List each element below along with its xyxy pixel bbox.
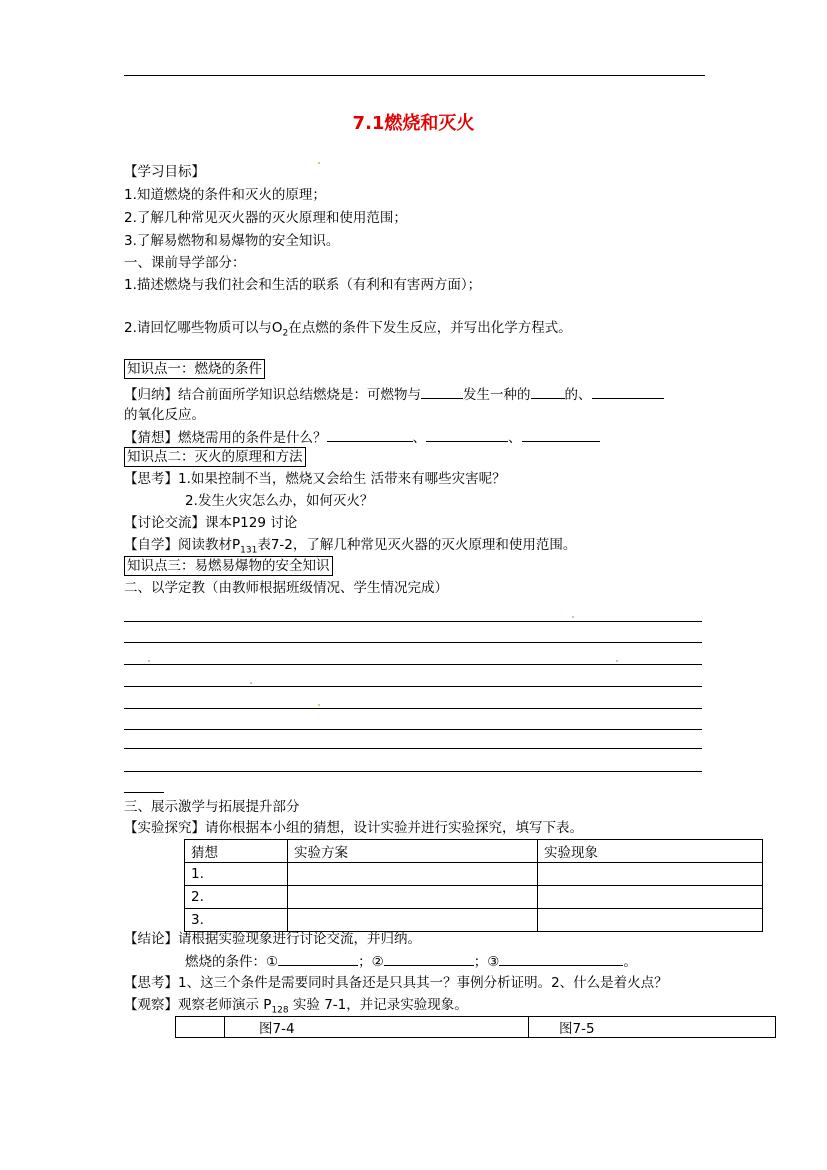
scan-speck (616, 660, 618, 662)
think-line: 2.发生火灾怎么办，如何灭火？ (185, 493, 374, 509)
table-cell[interactable] (288, 863, 538, 886)
observe-text: 【观察】观察老师演示 P (124, 997, 272, 1013)
blank-field[interactable] (327, 427, 413, 442)
conditions-text: 燃烧的条件：① (185, 954, 279, 970)
table-row (176, 1017, 776, 1038)
knowledge-point-box: 知识点二：灭火的原理和方法 (124, 447, 306, 467)
experiment-table (184, 839, 763, 932)
conditions-text: ；② (358, 954, 384, 970)
observe-text: 实验 7-1，并记录实验现象。 (288, 997, 468, 1013)
knowledge-point-2 (124, 447, 306, 467)
knowledge-point-1 (124, 359, 265, 379)
writing-line[interactable] (124, 686, 702, 687)
header-rule (124, 75, 705, 76)
blank-field[interactable] (384, 951, 474, 966)
writing-line[interactable] (124, 642, 702, 643)
writing-line[interactable] (124, 729, 702, 730)
separator: 、 (412, 430, 426, 446)
table-cell[interactable] (538, 909, 763, 932)
conclusion-line: 【结论】请根据实验现象进行讨论交流，并归纳。 (124, 931, 421, 947)
writing-line[interactable] (124, 664, 702, 665)
goal-item: 2.了解几种常见灭火器的灭火原理和使用范围； (124, 210, 407, 226)
goal-item: 3.了解易燃物和易爆物的安全知识。 (124, 233, 340, 249)
table-cell[interactable] (288, 886, 538, 909)
writing-line[interactable] (124, 771, 702, 772)
knowledge-point-box: 知识点一：燃烧的条件 (124, 359, 265, 379)
table-cell[interactable] (176, 1017, 225, 1038)
part3-heading: 三、展示激学与拓展提升部分 (124, 799, 300, 815)
blank-field[interactable] (592, 384, 664, 399)
conditions-text: ；③ (473, 954, 500, 970)
separator: 、 (508, 430, 522, 446)
experiment-line: 【实验探究】请你根据本小组的猜想，设计实验并进行实验探究，填写下表。 (124, 820, 583, 836)
table-row (185, 886, 763, 909)
row-label: 2. (185, 886, 288, 909)
think-line: 【思考】1.如果控制不当，燃烧又会给生 活带来有哪些灾害呢？ (124, 471, 506, 487)
part2-heading: 二、以学定教（由教师根据班级情况、学生情况完成） (124, 580, 448, 596)
blank-field[interactable] (522, 427, 600, 442)
page-title: 7.1燃烧和灭火 (352, 113, 475, 134)
q2-subscript: 2 (282, 328, 289, 339)
scan-speck (318, 162, 320, 164)
blank-field[interactable] (531, 384, 565, 399)
scan-speck (318, 704, 320, 706)
guess-line (124, 427, 600, 448)
figure-label: 图7-5 (529, 1017, 776, 1038)
figure-label: 图7-4 (225, 1017, 529, 1038)
page-subscript: 128 (271, 1005, 289, 1016)
summary-text: 的、 (564, 387, 592, 403)
blank-field[interactable] (278, 951, 358, 966)
table-header: 实验现象 (538, 840, 763, 863)
conditions-line (185, 951, 637, 972)
knowledge-point-3 (124, 556, 333, 576)
table-row (185, 863, 763, 886)
table-header: 实验方案 (288, 840, 538, 863)
summary-text: 【归纳】结合前面所学知识总结燃烧是：可燃物与 (124, 387, 421, 403)
self-study-text: 表7-2，了解几种常见灭火器的灭火原理和使用范围。 (257, 537, 577, 553)
conditions-text: 。 (623, 954, 637, 970)
scan-speck (572, 616, 574, 618)
summary-line (124, 384, 664, 405)
table-header-row (185, 840, 763, 863)
guess-text: 【猜想】燃烧需用的条件是什么？ (124, 430, 327, 446)
q2-text: 2.请回忆哪些物质可以与O (124, 320, 283, 336)
row-label: 1. (185, 863, 288, 886)
writing-line[interactable] (124, 621, 702, 622)
part1-heading: 一、课前导学部分： (124, 255, 246, 271)
blank-field[interactable] (426, 427, 508, 442)
scan-speck (148, 660, 150, 662)
blank-field[interactable] (499, 951, 623, 966)
self-study-text: 【自学】阅读教材P (124, 537, 241, 553)
goal-item: 1.知道燃烧的条件和灭火的原理； (124, 187, 326, 203)
page-subscript: 131 (240, 545, 258, 556)
part1-question: 1.描述燃烧与我们社会和生活的联系（有利和有害两方面）； (124, 277, 482, 293)
goals-heading: 【学习目标】 (124, 164, 205, 180)
discuss-line: 【讨论交流】课本P129 讨论 (124, 515, 298, 531)
summary-text: 发生一种的 (463, 387, 531, 403)
summary-end: 的氧化反应。 (124, 407, 205, 423)
think-line: 【思考】1、这三个条件是需要同时具备还是只具其一？事例分析证明。2、什么是着火点？ (124, 975, 668, 991)
writing-line[interactable] (124, 748, 702, 749)
table-header: 猜想 (185, 840, 288, 863)
knowledge-point-box: 知识点三：易燃易爆物的安全知识 (124, 556, 333, 576)
writing-line-short[interactable] (124, 792, 164, 793)
blank-field[interactable] (421, 384, 463, 399)
q2-text: 在点燃的条件下发生反应，并写出化学方程式。 (288, 320, 572, 336)
row-label: 3. (185, 909, 288, 932)
part1-question (124, 318, 572, 344)
table-cell[interactable] (538, 863, 763, 886)
table-cell[interactable] (538, 886, 763, 909)
scan-speck (250, 682, 252, 684)
writing-line[interactable] (124, 708, 702, 709)
figure-table (175, 1016, 776, 1038)
